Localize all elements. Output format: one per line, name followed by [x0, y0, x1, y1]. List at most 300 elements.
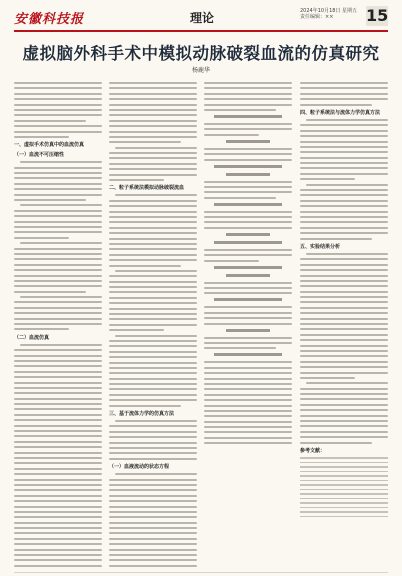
text-line: [204, 312, 292, 314]
text-line: [14, 506, 102, 508]
text-line: [204, 128, 292, 130]
text-line: [300, 205, 388, 207]
text-line: [109, 538, 197, 540]
text-line: [14, 387, 102, 389]
text-line: [300, 480, 388, 482]
text-line: [109, 543, 197, 545]
text-line: [204, 82, 292, 84]
text-line: [109, 356, 197, 358]
text-line: [204, 388, 292, 390]
text-line: [14, 457, 102, 459]
text-column-1: [14, 82, 102, 568]
text-line: [109, 168, 197, 170]
text-line: [204, 292, 292, 294]
equation: [214, 298, 282, 301]
text-line: [300, 141, 388, 143]
text-line: [14, 511, 102, 513]
text-line: [14, 183, 102, 185]
text-line: [14, 93, 102, 95]
text-line: [109, 243, 197, 245]
text-line: [300, 355, 388, 357]
text-line: [14, 328, 69, 330]
text-line: [14, 414, 102, 416]
text-line: [300, 82, 388, 84]
text-line: [109, 259, 197, 261]
article-body: [14, 82, 388, 570]
text-line: [109, 506, 197, 508]
text-line: [14, 280, 102, 282]
text-line: [109, 559, 197, 561]
text-line: [109, 532, 197, 534]
text-line: [14, 349, 102, 351]
text-line: [109, 136, 197, 138]
text-line: [204, 347, 276, 349]
text-line: [109, 351, 197, 353]
text-line: [14, 109, 102, 111]
text-line: [14, 275, 102, 277]
text-line: [109, 221, 197, 223]
text-line: [300, 221, 388, 223]
text-line: [109, 98, 197, 100]
text-line: [109, 388, 197, 390]
text-line: [204, 153, 292, 155]
text-line: [204, 134, 259, 136]
text-column-3: [204, 82, 292, 568]
header-rule: [14, 30, 388, 32]
text-line: [300, 93, 388, 95]
text-line: [14, 479, 102, 481]
text-line: [300, 135, 388, 137]
text-line: [14, 188, 102, 190]
text-line: [300, 393, 388, 395]
text-line: [300, 475, 388, 477]
text-line: [300, 462, 388, 464]
newspaper-brand: 安徽科技报: [14, 12, 85, 27]
text-line: [14, 554, 102, 556]
text-line: [109, 500, 197, 502]
references-heading: 参考文献：: [300, 448, 326, 454]
text-line: [300, 345, 388, 347]
text-line: [300, 104, 372, 106]
text-line: [109, 308, 197, 310]
text-line: [109, 265, 181, 267]
text-line: [300, 258, 388, 260]
text-line: [109, 227, 197, 229]
text-line: [109, 152, 197, 154]
text-line: [300, 291, 388, 293]
text-column-4: [300, 82, 388, 568]
text-line: [300, 307, 388, 309]
text-line: [109, 104, 197, 106]
text-line: [14, 495, 102, 497]
equation: [226, 233, 270, 236]
text-line: [14, 425, 102, 427]
text-line: [14, 565, 102, 567]
text-line: [204, 254, 292, 256]
text-line: [109, 238, 197, 240]
text-line: [14, 532, 102, 534]
text-line: [109, 383, 197, 385]
text-line: [300, 372, 388, 374]
equation: [214, 353, 282, 356]
text-line: [300, 296, 388, 298]
text-line: [204, 282, 292, 284]
text-line: [109, 302, 197, 304]
text-line: [204, 211, 292, 213]
text-line: [204, 148, 292, 150]
text-line: [300, 178, 355, 180]
text-line: [109, 163, 197, 165]
subsection-heading: （一）血流不可压缩性: [14, 152, 65, 159]
text-line: [109, 378, 197, 380]
text-line: [14, 258, 102, 260]
equation: [214, 165, 282, 168]
text-line: [14, 462, 102, 464]
text-line: [204, 186, 292, 188]
masthead: [14, 6, 388, 28]
issue-line: 责任编辑：××: [300, 14, 334, 20]
text-line: [300, 489, 388, 491]
text-line: [204, 216, 292, 218]
text-line: [204, 372, 292, 374]
text-line: [109, 565, 197, 567]
text-line: [300, 167, 388, 169]
text-line: [109, 179, 164, 181]
text-line: [300, 87, 388, 89]
text-line: [306, 253, 388, 255]
text-line: [300, 457, 388, 459]
text-line: [300, 334, 388, 336]
text-line: [109, 447, 197, 449]
text-line: [300, 498, 388, 500]
text-line: [109, 399, 197, 401]
text-line: [109, 114, 197, 116]
text-line: [204, 287, 292, 289]
text-line: [300, 285, 388, 287]
text-line: [300, 328, 388, 330]
issue-line: 2024年10月18日 星期五: [300, 8, 358, 14]
text-line: [109, 458, 197, 460]
text-line: [14, 382, 102, 384]
text-line: [14, 318, 102, 320]
text-line: [109, 425, 197, 427]
text-line: [306, 382, 388, 384]
text-line: [204, 415, 292, 417]
text-line: [14, 125, 102, 127]
text-line: [14, 301, 102, 303]
text-line: [14, 549, 102, 551]
text-line: [300, 312, 388, 314]
text-line: [20, 296, 102, 298]
article-title: 虚拟脑外科手术中模拟动脉破裂血流的仿真研究: [22, 44, 380, 63]
text-line: [300, 436, 388, 438]
text-line: [115, 194, 197, 196]
text-line: [14, 355, 102, 357]
text-line: [115, 147, 197, 149]
section-heading: 一、虚拟手术仿真中的血流仿真: [14, 142, 85, 149]
text-line: [14, 167, 102, 169]
text-line: [300, 361, 388, 363]
text-line: [204, 426, 292, 428]
text-line: [109, 324, 197, 326]
text-line: [14, 371, 102, 373]
text-line: [109, 318, 197, 320]
text-line: [204, 93, 292, 95]
text-line: [109, 286, 197, 288]
text-line: [109, 125, 197, 127]
text-line: [109, 405, 181, 407]
text-line: [14, 468, 102, 470]
text-line: [14, 403, 102, 405]
text-line: [14, 376, 102, 378]
text-line: [300, 471, 388, 473]
subsection-heading: （二）血流仿真: [14, 334, 50, 341]
text-line: [300, 98, 388, 100]
text-line: [300, 507, 388, 509]
text-line: [14, 408, 102, 410]
text-line: [109, 479, 197, 481]
text-line: [109, 522, 197, 524]
section-label: 理论: [190, 11, 215, 25]
section-heading: 四、粒子系统法与流体力学仿真方法: [300, 109, 381, 116]
text-line: [300, 264, 388, 266]
text-line: [109, 120, 197, 122]
text-line: [300, 425, 388, 427]
text-line: [204, 104, 292, 106]
text-line: [300, 162, 388, 164]
text-line: [109, 141, 181, 143]
section-heading: 三、基于流体力学的仿真方法: [109, 411, 175, 418]
text-line: [300, 238, 372, 240]
article-author: 杨鹿华: [191, 67, 210, 74]
text-line: [300, 502, 388, 504]
text-line: [109, 297, 197, 299]
text-line: [109, 87, 197, 89]
text-line: [300, 173, 388, 175]
text-line: [14, 210, 102, 212]
equation: [226, 140, 270, 143]
text-line: [109, 516, 197, 518]
text-line: [109, 291, 197, 293]
text-line: [115, 270, 197, 272]
text-line: [109, 345, 197, 347]
text-line: [109, 200, 197, 202]
text-line: [204, 421, 292, 423]
equation: [214, 241, 282, 244]
text-line: [14, 365, 102, 367]
text-line: [109, 205, 197, 207]
text-line: [109, 362, 197, 364]
text-line: [204, 410, 292, 412]
text-line: [109, 109, 197, 111]
text-line: [14, 473, 102, 475]
text-column-2: [109, 82, 197, 568]
footer-rule: [14, 572, 388, 573]
text-line: [20, 242, 102, 244]
text-line: [14, 323, 102, 325]
text-line: [20, 344, 102, 346]
text-line: [204, 123, 292, 125]
text-line: [300, 194, 388, 196]
text-line: [14, 215, 102, 217]
text-line: [204, 405, 292, 407]
text-line: [14, 226, 102, 228]
text-line: [204, 437, 292, 439]
text-line: [109, 431, 197, 433]
text-line: [109, 131, 197, 133]
text-line: [204, 442, 292, 444]
text-line: [109, 511, 197, 513]
text-line: [109, 484, 197, 486]
text-line: [300, 130, 388, 132]
text-line: [14, 452, 102, 454]
text-line: [14, 120, 86, 122]
text-line: [14, 172, 102, 174]
text-line: [20, 204, 102, 206]
text-line: [14, 441, 102, 443]
text-line: [204, 378, 292, 380]
text-line: [14, 285, 102, 287]
text-line: [300, 318, 388, 320]
text-line: [14, 527, 102, 529]
equation: [226, 329, 270, 332]
text-line: [300, 189, 388, 191]
text-line: [204, 98, 292, 100]
text-line: [109, 82, 197, 84]
text-line: [204, 306, 292, 308]
text-line: [204, 337, 292, 339]
text-line: [300, 301, 388, 303]
text-line: [14, 435, 102, 437]
text-line: [14, 543, 102, 545]
text-line: [300, 211, 388, 213]
text-line: [14, 559, 102, 561]
text-line: [300, 366, 388, 368]
text-line: [14, 291, 86, 293]
text-line: [204, 367, 292, 369]
text-line: [204, 249, 292, 251]
text-line: [300, 516, 388, 518]
text-line: [109, 549, 197, 551]
text-line: [300, 232, 388, 234]
text-line: [14, 500, 102, 502]
subsection-heading: （一）血液流动的状态方程: [109, 464, 170, 471]
text-line: [109, 157, 197, 159]
text-line: [300, 431, 388, 433]
text-line: [109, 211, 197, 213]
text-line: [109, 93, 197, 95]
text-line: [20, 161, 102, 163]
text-line: [109, 216, 197, 218]
text-line: [14, 269, 102, 271]
text-line: [300, 216, 388, 218]
text-line: [300, 227, 388, 229]
text-line: [300, 466, 388, 468]
equation: [214, 115, 282, 118]
text-line: [300, 398, 388, 400]
text-line: [204, 361, 292, 363]
text-line: [306, 184, 388, 186]
text-line: [306, 119, 388, 121]
text-line: [300, 404, 388, 406]
text-line: [204, 431, 292, 433]
text-line: [300, 124, 388, 126]
page-number: 15: [366, 6, 389, 25]
text-line: [204, 399, 292, 401]
text-line: [300, 493, 388, 495]
text-line: [14, 360, 102, 362]
text-line: [14, 538, 102, 540]
text-line: [204, 394, 292, 396]
text-line: [109, 281, 197, 283]
text-line: [14, 114, 102, 116]
text-line: [300, 415, 388, 417]
text-line: [109, 436, 197, 438]
text-line: [115, 335, 197, 337]
text-line: [14, 264, 102, 266]
text-line: [14, 199, 86, 201]
text-line: [14, 398, 102, 400]
text-line: [300, 511, 388, 513]
section-heading: 五、实验结果分析: [300, 243, 341, 250]
section-heading: 二、粒子系统法模拟动脉破裂流血: [109, 185, 185, 192]
text-line: [14, 307, 102, 309]
text-line: [14, 430, 102, 432]
equation: [214, 266, 282, 269]
equation: [214, 203, 282, 206]
text-line: [204, 317, 292, 319]
text-line: [109, 394, 197, 396]
text-line: [109, 442, 197, 444]
text-line: [204, 260, 259, 262]
text-line: [109, 254, 197, 256]
text-line: [109, 372, 197, 374]
text-line: [14, 131, 102, 133]
text-line: [204, 383, 292, 385]
text-line: [300, 275, 388, 277]
text-line: [14, 253, 102, 255]
text-line: [300, 377, 355, 379]
text-line: [300, 157, 388, 159]
text-line: [14, 87, 102, 89]
text-line: [204, 323, 292, 325]
text-line: [14, 392, 102, 394]
text-line: [14, 489, 102, 491]
text-line: [14, 82, 102, 84]
text-line: [109, 554, 197, 556]
text-line: [109, 313, 197, 315]
text-line: [14, 312, 102, 314]
text-line: [204, 197, 276, 199]
text-line: [109, 329, 164, 331]
text-line: [300, 350, 388, 352]
text-line: [109, 527, 197, 529]
text-line: [300, 420, 388, 422]
text-line: [14, 522, 102, 524]
text-line: [300, 323, 388, 325]
text-line: [14, 194, 102, 196]
text-line: [14, 177, 102, 179]
text-line: [204, 109, 276, 111]
text-line: [300, 388, 388, 390]
text-line: [109, 248, 197, 250]
text-line: [300, 280, 388, 282]
text-line: [109, 275, 197, 277]
text-line: [14, 419, 102, 421]
text-line: [115, 473, 197, 475]
text-line: [204, 221, 292, 223]
equation: [226, 274, 270, 277]
